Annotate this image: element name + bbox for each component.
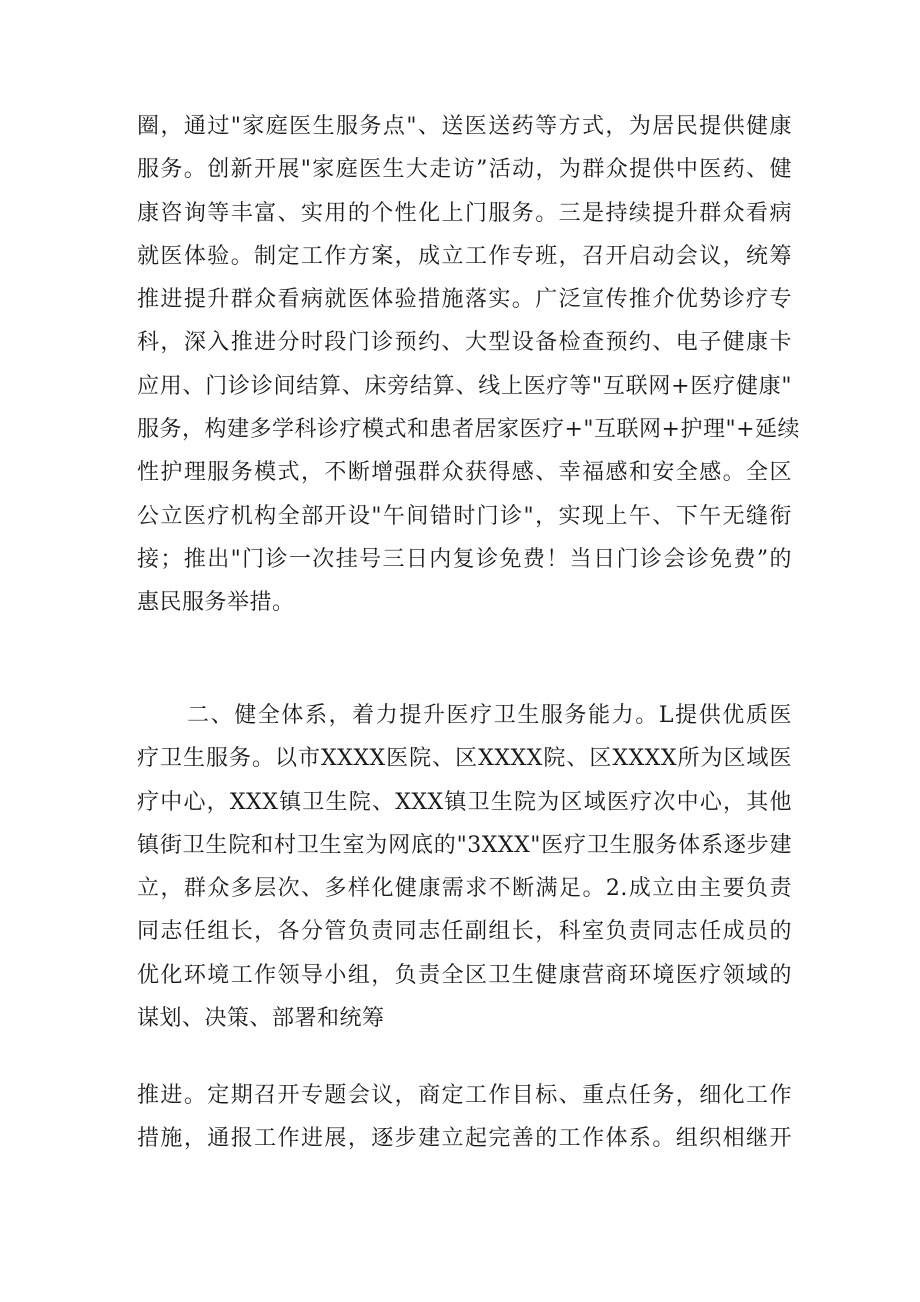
text-line: 康咨询等丰富、实用的个性化上门服务。三是持续提升群众看病	[137, 200, 792, 226]
text-line: 惠民服务举措。	[137, 590, 295, 616]
text-line: 推进提升群众看病就医体验措施落实。广泛宣传推介优势诊疗专	[137, 287, 792, 313]
text-line: 接；推出"门诊一次挂号三日内复诊免费！当日门诊会诊免费”的	[137, 546, 792, 572]
text-line: 科，深入推进分时段门诊预约、大型设备检查预约、电子健康卡	[137, 330, 792, 356]
text-line: 二、健全体系，着力提升医疗卫生服务能力。L提供优质医	[187, 703, 792, 728]
text-line: 疗卫生服务。以市XXXX医院、区XXXX院、区XXXX所为区域医	[137, 746, 792, 772]
paragraph-2	[137, 694, 792, 1040]
text-line: 就医体验。制定工作方案，成立工作专班，召开启动会议，统筹	[137, 243, 792, 269]
text-line: 镇街卫生院和村卫生室为网底的"3XXX"医疗卫生服务体系逐步建	[137, 832, 792, 858]
text-line: 疗中心，XXX镇卫生院、XXX镇卫生院为区域医疗次中心，其他	[137, 789, 792, 815]
paragraph-3	[137, 1074, 792, 1161]
text-line: 公立医疗机构全部开设"午间错时门诊"，实现上午、下午无缝衔	[137, 503, 792, 529]
text-line: 立，群众多层次、多样化健康需求不断满足。2.成立由主要负责	[137, 876, 792, 902]
text-line: 服务。创新开展"家庭医生大走访”活动，为群众提供中医药、健	[137, 157, 792, 183]
text-line: 圈，通过"家庭医生服务点"、送医送药等方式，为居民提供健康	[137, 114, 792, 139]
text-line: 谋划、决策、部署和统筹	[137, 1006, 385, 1032]
text-line: 同志任组长，各分管负责同志任副组长，科室负责同志任成员的	[137, 919, 792, 945]
text-line: 优化环境工作领导小组，负责全区卫生健康营商环境医疗领域的	[137, 962, 792, 988]
text-line: 性护理服务模式，不断增强群众获得感、幸福感和安全感。全区	[137, 460, 792, 486]
paragraph-1	[137, 105, 801, 625]
text-line: 措施，通报工作进展，逐步建立起完善的工作体系。组织相继开	[137, 1126, 792, 1152]
text-line: 应用、门诊诊间结算、床旁结算、线上医疗等"互联网+医疗健康"	[137, 373, 792, 399]
text-line: 推进。定期召开专题会议，商定工作目标、重点任务，细化工作	[137, 1083, 792, 1108]
text-line: 服务，构建多学科诊疗模式和患者居家医疗+"互联网+护理"+延续	[137, 417, 801, 443]
